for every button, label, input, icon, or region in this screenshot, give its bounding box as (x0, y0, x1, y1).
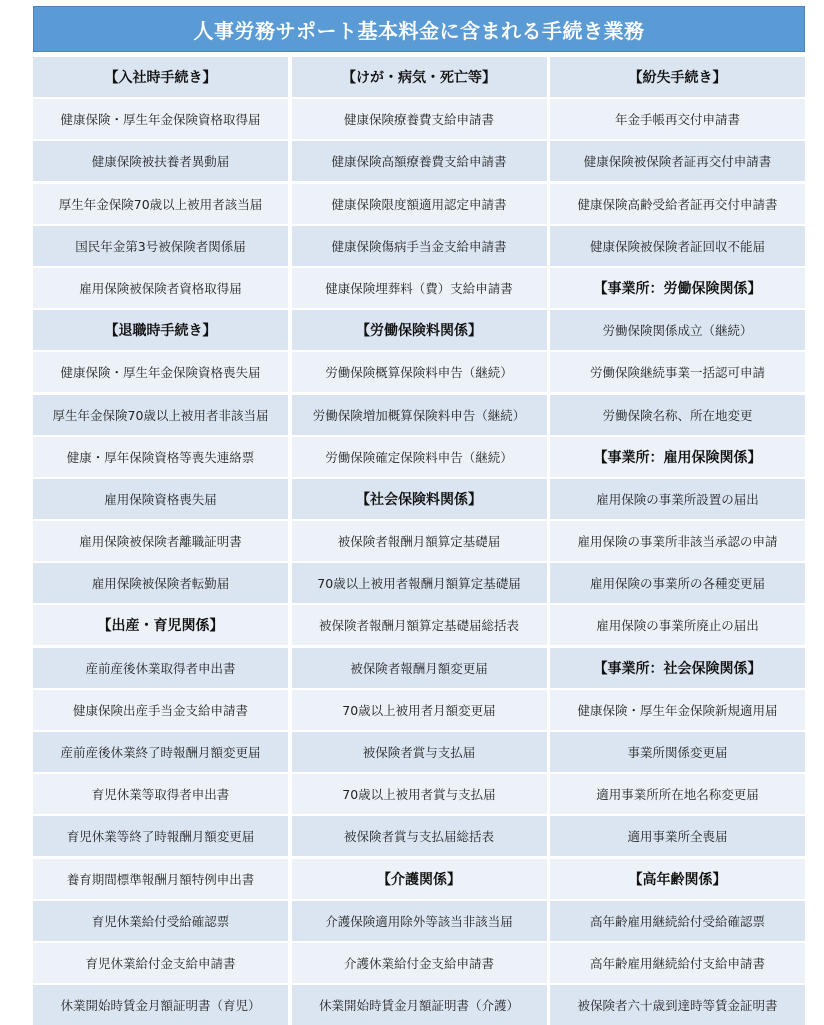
procedure-item: 雇用保険被保険者離職証明書 (33, 521, 288, 561)
section-header: 【高年齢関係】 (550, 859, 805, 899)
section-header: 【労働保険料関係】 (292, 310, 547, 350)
section-header: 【入社時手続き】 (33, 57, 288, 97)
procedure-item: 健康保険被扶養者異動届 (33, 141, 288, 181)
procedure-item: 適用事業所全喪届 (550, 816, 805, 856)
procedure-item: 育児休業給付金支給申請書 (33, 943, 288, 983)
procedure-item: 育児休業等取得者申出書 (33, 774, 288, 814)
procedure-item: 雇用保険の事業所の各種変更届 (550, 563, 805, 603)
procedure-item: 高年齢雇用継続給付受給確認票 (550, 901, 805, 941)
procedure-item: 産前産後休業終了時報酬月額変更届 (33, 732, 288, 772)
procedure-item: 雇用保険の事業所非該当承認の申請 (550, 521, 805, 561)
section-header: 【事業所：雇用保険関係】 (550, 437, 805, 477)
procedure-item: 健康保険出産手当金支給申請書 (33, 690, 288, 730)
table-title: 人事労務サポート基本料金に含まれる手続き業務 (33, 6, 805, 52)
section-header: 【出産・育児関係】 (33, 605, 288, 645)
procedures-table (33, 6, 805, 1025)
procedure-item: 雇用保険資格喪失届 (33, 479, 288, 519)
procedure-item: 被保険者報酬月額算定基礎届総括表 (292, 605, 547, 645)
procedure-item: 厚生年金保険70歳以上被用者該当届 (33, 184, 288, 224)
procedure-item: 事業所関係変更届 (550, 732, 805, 772)
procedure-item: 健康保険・厚生年金保険資格喪失届 (33, 352, 288, 392)
section-header: 【介護関係】 (292, 859, 547, 899)
procedure-item: 厚生年金保険70歳以上被用者非該当届 (33, 395, 288, 435)
procedure-item: 育児休業等終了時報酬月額変更届 (33, 816, 288, 856)
procedure-item: 雇用保険被保険者転勤届 (33, 563, 288, 603)
procedure-item: 労働保険概算保険料申告（継続） (292, 352, 547, 392)
procedure-item: 養育期間標準報酬月額特例申出書 (33, 859, 288, 899)
procedures-grid (33, 57, 805, 1025)
procedure-item: 労働保険名称、所在地変更 (550, 395, 805, 435)
section-header: 【退職時手続き】 (33, 310, 288, 350)
procedure-item: 健康・厚年保険資格等喪失連絡票 (33, 437, 288, 477)
procedure-item: 産前産後休業取得者申出書 (33, 648, 288, 688)
procedure-item: 健康保険被保険者証再交付申請書 (550, 141, 805, 181)
procedure-item: 被保険者賞与支払届総括表 (292, 816, 547, 856)
procedure-item: 休業開始時賃金月額証明書（育児） (33, 985, 288, 1025)
section-header: 【紛失手続き】 (550, 57, 805, 97)
procedure-item: 健康保険被保険者証回収不能届 (550, 226, 805, 266)
procedure-item: 被保険者六十歳到達時等賃金証明書 (550, 985, 805, 1025)
section-header: 【事業所：社会保険関係】 (550, 648, 805, 688)
procedure-item: 休業開始時賃金月額証明書（介護） (292, 985, 547, 1025)
procedure-item: 育児休業給付受給確認票 (33, 901, 288, 941)
section-header: 【事業所：労働保険関係】 (550, 268, 805, 308)
procedure-item: 年金手帳再交付申請書 (550, 99, 805, 139)
procedure-item: 健康保険・厚生年金保険新規適用届 (550, 690, 805, 730)
procedure-item: 国民年金第3号被保険者関係届 (33, 226, 288, 266)
procedure-item: 労働保険確定保険料申告（継続） (292, 437, 547, 477)
procedure-item: 被保険者賞与支払届 (292, 732, 547, 772)
procedure-item: 被保険者報酬月額変更届 (292, 648, 547, 688)
procedure-item: 健康保険療養費支給申請書 (292, 99, 547, 139)
procedure-item: 健康保険・厚生年金保険資格取得届 (33, 99, 288, 139)
procedure-item: 労働保険継続事業一括認可申請 (550, 352, 805, 392)
section-header: 【社会保険料関係】 (292, 479, 547, 519)
procedure-item: 70歳以上被用者賞与支払届 (292, 774, 547, 814)
procedure-item: 労働保険増加概算保険料申告（継続） (292, 395, 547, 435)
procedure-item: 健康保険埋葬料（費）支給申請書 (292, 268, 547, 308)
procedure-item: 介護休業給付金支給申請書 (292, 943, 547, 983)
procedure-item: 健康保険傷病手当金支給申請書 (292, 226, 547, 266)
procedure-item: 被保険者報酬月額算定基礎届 (292, 521, 547, 561)
procedure-item: 70歳以上被用者月額変更届 (292, 690, 547, 730)
procedure-item: 健康保険高額療養費支給申請書 (292, 141, 547, 181)
procedure-item: 適用事業所所在地名称変更届 (550, 774, 805, 814)
procedure-item: 高年齢雇用継続給付支給申請書 (550, 943, 805, 983)
procedure-item: 労働保険関係成立（継続） (550, 310, 805, 350)
procedure-item: 介護保険適用除外等該当非該当届 (292, 901, 547, 941)
procedure-item: 健康保険高齢受給者証再交付申請書 (550, 184, 805, 224)
procedure-item: 雇用保険被保険者資格取得届 (33, 268, 288, 308)
procedure-item: 雇用保険の事業所設置の届出 (550, 479, 805, 519)
section-header: 【けが・病気・死亡等】 (292, 57, 547, 97)
procedure-item: 健康保険限度額適用認定申請書 (292, 184, 547, 224)
procedure-item: 70歳以上被用者報酬月額算定基礎届 (292, 563, 547, 603)
procedure-item: 雇用保険の事業所廃止の届出 (550, 605, 805, 645)
